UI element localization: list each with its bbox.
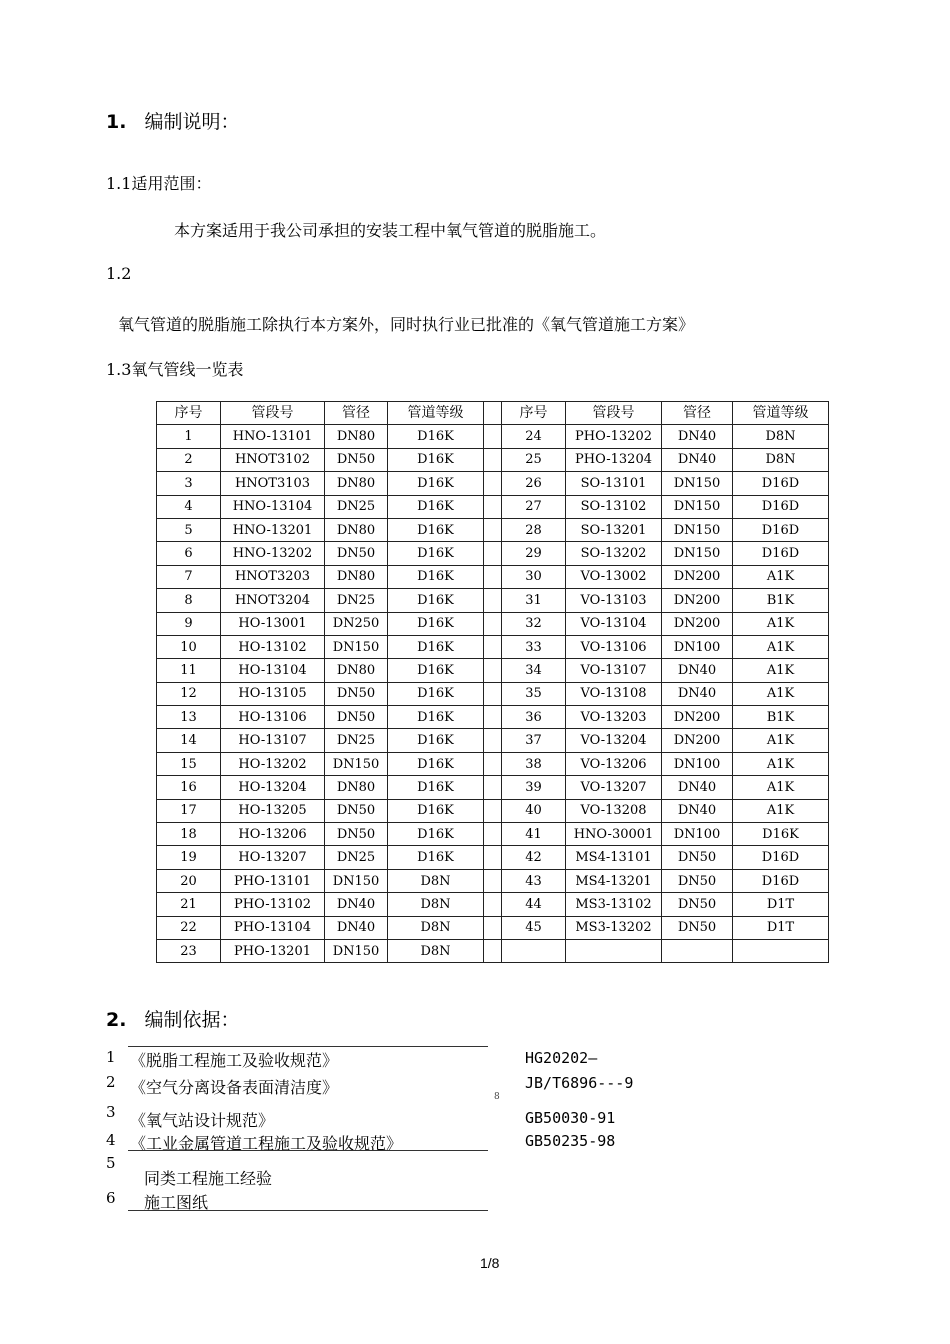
table-row bbox=[157, 589, 829, 612]
table-row bbox=[157, 565, 829, 588]
table-cell: HNOT3204 bbox=[221, 589, 325, 612]
table-cell: DN40 bbox=[325, 893, 388, 916]
table-cell: DN50 bbox=[325, 448, 388, 471]
table-row bbox=[157, 916, 829, 939]
table-cell: VO-13207 bbox=[566, 776, 662, 799]
table-row bbox=[157, 893, 829, 916]
reference-code: GB50030-91 bbox=[525, 1109, 616, 1127]
table-row bbox=[157, 612, 829, 635]
table-row bbox=[157, 846, 829, 869]
table-cell: HO-13106 bbox=[221, 706, 325, 729]
table-cell: HO-13206 bbox=[221, 823, 325, 846]
table-cell: 17 bbox=[157, 799, 221, 822]
table-cell: D16K bbox=[388, 846, 484, 869]
table-cell: PHO-13202 bbox=[566, 425, 662, 448]
table-header-row bbox=[157, 402, 829, 425]
table-cell: HNO-13104 bbox=[221, 495, 325, 518]
table-cell: 37 bbox=[502, 729, 566, 752]
table-cell: DN150 bbox=[662, 542, 733, 565]
table-cell: 45 bbox=[502, 916, 566, 939]
table-cell: 32 bbox=[502, 612, 566, 635]
table-cell: D16K bbox=[388, 799, 484, 822]
section-2-title: 编制依据： bbox=[144, 1009, 240, 1031]
header-cell: 管段号 bbox=[566, 402, 662, 425]
table-cell: B1K bbox=[733, 706, 829, 729]
separator-cell bbox=[484, 823, 502, 846]
table-row bbox=[157, 542, 829, 565]
table-cell: 41 bbox=[502, 823, 566, 846]
table-cell: D8N bbox=[388, 893, 484, 916]
table-cell: D1T bbox=[733, 916, 829, 939]
table-cell: 23 bbox=[157, 939, 221, 962]
table-cell: DN150 bbox=[662, 518, 733, 541]
table-cell: 29 bbox=[502, 542, 566, 565]
section-1-title: 编制说明： bbox=[144, 111, 240, 133]
table-cell: D16K bbox=[388, 706, 484, 729]
table-cell: 31 bbox=[502, 589, 566, 612]
reference-code: JB/T6896---9 bbox=[525, 1074, 634, 1092]
table-cell: D16K bbox=[388, 612, 484, 635]
reference-underline bbox=[128, 1210, 488, 1211]
table-cell: DN100 bbox=[662, 752, 733, 775]
table-cell: DN40 bbox=[325, 916, 388, 939]
table-cell: VO-13104 bbox=[566, 612, 662, 635]
reference-title: 《空气分离设备表面清洁度》 bbox=[130, 1078, 339, 1097]
reference-title: 《氧气站设计规范》 bbox=[130, 1111, 275, 1130]
table-cell: HNO-30001 bbox=[566, 823, 662, 846]
table-cell: 8 bbox=[157, 589, 221, 612]
table-cell bbox=[733, 939, 829, 962]
section-1-number: 1. bbox=[106, 111, 127, 133]
separator-cell bbox=[484, 425, 502, 448]
table-row bbox=[157, 682, 829, 705]
table-row bbox=[157, 495, 829, 518]
table-cell: A1K bbox=[733, 682, 829, 705]
table-cell: DN50 bbox=[325, 799, 388, 822]
table-cell: 2 bbox=[157, 448, 221, 471]
table-cell: D8N bbox=[733, 448, 829, 471]
table-cell: 19 bbox=[157, 846, 221, 869]
subsection-1-3-heading: 1.3氧气管线一览表 bbox=[106, 360, 244, 379]
table-cell: D16K bbox=[388, 472, 484, 495]
table-cell: DN80 bbox=[325, 776, 388, 799]
stray-mark: 8 bbox=[494, 1092, 500, 1102]
table-cell: DN25 bbox=[325, 495, 388, 518]
separator-cell bbox=[484, 682, 502, 705]
separator-cell bbox=[484, 495, 502, 518]
table-cell: DN200 bbox=[662, 612, 733, 635]
table-cell: 12 bbox=[157, 682, 221, 705]
reference-title: 《脱脂工程施工及验收规范》 bbox=[130, 1051, 339, 1070]
table-cell: 28 bbox=[502, 518, 566, 541]
reference-code: GB50235-98 bbox=[525, 1132, 616, 1150]
subsection-1-1-heading: 1.1适用范围： bbox=[106, 174, 212, 193]
table-cell: D16K bbox=[388, 518, 484, 541]
page-number: 1/8 bbox=[480, 1255, 500, 1271]
reference-title: 《工业金属管道工程施工及验收规范》 bbox=[130, 1134, 403, 1153]
section-2-heading bbox=[106, 1005, 239, 1032]
table-cell: PHO-13201 bbox=[221, 939, 325, 962]
table-cell: DN50 bbox=[662, 916, 733, 939]
table-cell: 15 bbox=[157, 752, 221, 775]
table-cell: 21 bbox=[157, 893, 221, 916]
table-cell: DN200 bbox=[662, 565, 733, 588]
separator-cell bbox=[484, 542, 502, 565]
table-cell bbox=[566, 939, 662, 962]
table-cell: DN50 bbox=[662, 869, 733, 892]
table-cell: 20 bbox=[157, 869, 221, 892]
header-cell: 管道等级 bbox=[388, 402, 484, 425]
separator-cell bbox=[484, 659, 502, 682]
subsection-1-1-body: 本方案适用于我公司承担的安装工程中氧气管道的脱脂施工。 bbox=[174, 221, 607, 240]
table-cell: HNO-13101 bbox=[221, 425, 325, 448]
section-2-number: 2. bbox=[106, 1009, 127, 1031]
table-row bbox=[157, 939, 829, 962]
table-cell: HNO-13202 bbox=[221, 542, 325, 565]
table-cell: A1K bbox=[733, 659, 829, 682]
table-cell: HO-13202 bbox=[221, 752, 325, 775]
table-cell: 5 bbox=[157, 518, 221, 541]
separator-cell bbox=[484, 706, 502, 729]
table-cell: D16K bbox=[388, 635, 484, 658]
table-cell: A1K bbox=[733, 752, 829, 775]
table-cell: 44 bbox=[502, 893, 566, 916]
table-cell: VO-13106 bbox=[566, 635, 662, 658]
separator-cell bbox=[484, 448, 502, 471]
table-cell: 1 bbox=[157, 425, 221, 448]
table-cell: VO-13206 bbox=[566, 752, 662, 775]
reference-number: 2 bbox=[106, 1073, 116, 1091]
reference-underline bbox=[128, 1150, 488, 1151]
table-cell: D8N bbox=[733, 425, 829, 448]
table-cell: 43 bbox=[502, 869, 566, 892]
separator-cell bbox=[484, 612, 502, 635]
separator-cell bbox=[484, 799, 502, 822]
table-cell: 10 bbox=[157, 635, 221, 658]
reference-number: 1 bbox=[106, 1048, 116, 1066]
table-cell: DN25 bbox=[325, 589, 388, 612]
table-cell: D16D bbox=[733, 495, 829, 518]
separator-cell bbox=[484, 635, 502, 658]
table-cell: DN50 bbox=[325, 542, 388, 565]
table-cell: HO-13104 bbox=[221, 659, 325, 682]
table-cell: DN100 bbox=[662, 635, 733, 658]
table-cell: DN50 bbox=[325, 706, 388, 729]
table-cell: PHO-13204 bbox=[566, 448, 662, 471]
reference-number: 5 bbox=[106, 1154, 116, 1172]
table-cell: HO-13001 bbox=[221, 612, 325, 635]
table-cell: DN25 bbox=[325, 729, 388, 752]
table-cell: HO-13207 bbox=[221, 846, 325, 869]
table-cell: DN150 bbox=[325, 752, 388, 775]
table-cell: DN150 bbox=[325, 869, 388, 892]
table-cell: DN50 bbox=[325, 823, 388, 846]
table-cell: SO-13201 bbox=[566, 518, 662, 541]
table-row bbox=[157, 776, 829, 799]
table-cell: D16D bbox=[733, 542, 829, 565]
separator-cell bbox=[484, 916, 502, 939]
table-cell: VO-13103 bbox=[566, 589, 662, 612]
table-cell: DN80 bbox=[325, 518, 388, 541]
table-cell: HNO-13201 bbox=[221, 518, 325, 541]
table-cell: DN40 bbox=[662, 776, 733, 799]
table-cell: 42 bbox=[502, 846, 566, 869]
table-cell: PHO-13104 bbox=[221, 916, 325, 939]
table-cell: VO-13203 bbox=[566, 706, 662, 729]
table-cell: A1K bbox=[733, 612, 829, 635]
table-cell: 11 bbox=[157, 659, 221, 682]
header-cell: 序号 bbox=[502, 402, 566, 425]
reference-title: 施工图纸 bbox=[144, 1193, 209, 1212]
table-cell: 3 bbox=[157, 472, 221, 495]
table-cell: DN50 bbox=[325, 682, 388, 705]
header-cell: 管径 bbox=[325, 402, 388, 425]
table-cell: A1K bbox=[733, 635, 829, 658]
table-cell: 14 bbox=[157, 729, 221, 752]
table-cell: 18 bbox=[157, 823, 221, 846]
table-cell: DN50 bbox=[662, 893, 733, 916]
reference-number: 3 bbox=[106, 1103, 116, 1121]
table-cell: D1T bbox=[733, 893, 829, 916]
table-cell: D16K bbox=[388, 425, 484, 448]
table-cell bbox=[662, 939, 733, 962]
table-cell: HO-13107 bbox=[221, 729, 325, 752]
table-cell: HNOT3203 bbox=[221, 565, 325, 588]
table-cell: DN40 bbox=[662, 448, 733, 471]
table-cell: DN40 bbox=[662, 799, 733, 822]
table-cell: HO-13102 bbox=[221, 635, 325, 658]
table-cell: DN80 bbox=[325, 565, 388, 588]
separator-cell bbox=[484, 472, 502, 495]
table-cell: 38 bbox=[502, 752, 566, 775]
header-cell: 管段号 bbox=[221, 402, 325, 425]
separator-cell bbox=[484, 893, 502, 916]
table-cell: D16K bbox=[388, 448, 484, 471]
table-row bbox=[157, 472, 829, 495]
table-cell: MS4-13101 bbox=[566, 846, 662, 869]
table-cell: VO-13204 bbox=[566, 729, 662, 752]
table-cell: D16K bbox=[388, 659, 484, 682]
table-cell: HO-13105 bbox=[221, 682, 325, 705]
separator-cell bbox=[484, 752, 502, 775]
table-cell: HNOT3103 bbox=[221, 472, 325, 495]
table-cell: DN150 bbox=[325, 939, 388, 962]
table-cell: SO-13101 bbox=[566, 472, 662, 495]
table-cell: DN200 bbox=[662, 729, 733, 752]
table-cell: DN200 bbox=[662, 706, 733, 729]
table-cell: D16D bbox=[733, 518, 829, 541]
table-cell: 35 bbox=[502, 682, 566, 705]
table-cell: D16K bbox=[388, 682, 484, 705]
table-cell: D16K bbox=[388, 776, 484, 799]
table-cell: 24 bbox=[502, 425, 566, 448]
table-cell: MS3-13202 bbox=[566, 916, 662, 939]
table-cell: MS3-13102 bbox=[566, 893, 662, 916]
reference-number: 6 bbox=[106, 1189, 116, 1207]
table-cell: A1K bbox=[733, 729, 829, 752]
reference-underline bbox=[128, 1046, 488, 1047]
table-cell: DN40 bbox=[662, 682, 733, 705]
table-row bbox=[157, 635, 829, 658]
table-cell: DN250 bbox=[325, 612, 388, 635]
table-cell bbox=[502, 939, 566, 962]
table-cell: PHO-13102 bbox=[221, 893, 325, 916]
separator-cell bbox=[484, 565, 502, 588]
reference-code: HG20202— bbox=[525, 1049, 598, 1067]
table-row bbox=[157, 799, 829, 822]
table-cell: DN80 bbox=[325, 659, 388, 682]
header-cell: 管道等级 bbox=[733, 402, 829, 425]
table-cell: VO-13108 bbox=[566, 682, 662, 705]
table-cell: D8N bbox=[388, 869, 484, 892]
table-cell: A1K bbox=[733, 799, 829, 822]
table-cell: VO-13107 bbox=[566, 659, 662, 682]
table-cell: DN25 bbox=[325, 846, 388, 869]
separator-cell bbox=[484, 589, 502, 612]
table-cell: DN200 bbox=[662, 589, 733, 612]
table-cell: DN150 bbox=[662, 472, 733, 495]
table-cell: D16K bbox=[388, 729, 484, 752]
table-cell: VO-13002 bbox=[566, 565, 662, 588]
table-cell: D16K bbox=[388, 495, 484, 518]
table-cell: HO-13204 bbox=[221, 776, 325, 799]
separator-cell bbox=[484, 846, 502, 869]
table-cell: DN100 bbox=[662, 823, 733, 846]
table-cell: A1K bbox=[733, 565, 829, 588]
table-cell: 4 bbox=[157, 495, 221, 518]
table-cell: 36 bbox=[502, 706, 566, 729]
section-1-heading bbox=[106, 107, 239, 134]
table-row bbox=[157, 869, 829, 892]
table-cell: 34 bbox=[502, 659, 566, 682]
table-cell: 7 bbox=[157, 565, 221, 588]
table-row bbox=[157, 729, 829, 752]
table-cell: DN80 bbox=[325, 472, 388, 495]
table-cell: 27 bbox=[502, 495, 566, 518]
table-cell: D16D bbox=[733, 869, 829, 892]
table-row bbox=[157, 823, 829, 846]
table-cell: D16K bbox=[733, 823, 829, 846]
table-cell: DN150 bbox=[325, 635, 388, 658]
table-cell: D16D bbox=[733, 472, 829, 495]
table-cell: SO-13102 bbox=[566, 495, 662, 518]
separator-cell bbox=[484, 869, 502, 892]
header-cell: 管径 bbox=[662, 402, 733, 425]
table-cell: 25 bbox=[502, 448, 566, 471]
table-cell: D16K bbox=[388, 752, 484, 775]
table-cell: B1K bbox=[733, 589, 829, 612]
table-cell: HO-13205 bbox=[221, 799, 325, 822]
table-cell: SO-13202 bbox=[566, 542, 662, 565]
table-cell: 9 bbox=[157, 612, 221, 635]
table-cell: 22 bbox=[157, 916, 221, 939]
reference-number: 4 bbox=[106, 1131, 116, 1149]
table-cell: D16K bbox=[388, 589, 484, 612]
table-cell: HNOT3102 bbox=[221, 448, 325, 471]
table-cell: D8N bbox=[388, 939, 484, 962]
reference-title: 同类工程施工经验 bbox=[144, 1169, 273, 1188]
separator-cell bbox=[484, 776, 502, 799]
table-cell: DN150 bbox=[662, 495, 733, 518]
table-cell: 26 bbox=[502, 472, 566, 495]
table-cell: VO-13208 bbox=[566, 799, 662, 822]
separator-cell bbox=[484, 729, 502, 752]
table-cell: A1K bbox=[733, 776, 829, 799]
table-cell: 16 bbox=[157, 776, 221, 799]
table-cell: PHO-13101 bbox=[221, 869, 325, 892]
table-cell: D16K bbox=[388, 823, 484, 846]
table-cell: MS4-13201 bbox=[566, 869, 662, 892]
table-cell: DN80 bbox=[325, 425, 388, 448]
header-cell: 序号 bbox=[157, 402, 221, 425]
table-row bbox=[157, 448, 829, 471]
table-cell: D16K bbox=[388, 542, 484, 565]
table-row bbox=[157, 706, 829, 729]
table-cell: 6 bbox=[157, 542, 221, 565]
separator-cell bbox=[484, 402, 502, 425]
table-cell: DN50 bbox=[662, 846, 733, 869]
table-row bbox=[157, 425, 829, 448]
table-row bbox=[157, 659, 829, 682]
subsection-1-2-heading: 1.2 bbox=[106, 264, 132, 283]
table-cell: 40 bbox=[502, 799, 566, 822]
table-row bbox=[157, 518, 829, 541]
table-cell: 13 bbox=[157, 706, 221, 729]
oxygen-pipeline-table bbox=[156, 401, 829, 963]
table-row bbox=[157, 752, 829, 775]
table-cell: 39 bbox=[502, 776, 566, 799]
table-cell: D8N bbox=[388, 916, 484, 939]
table-cell: DN40 bbox=[662, 659, 733, 682]
separator-cell bbox=[484, 518, 502, 541]
table-cell: D16K bbox=[388, 565, 484, 588]
table-cell: 33 bbox=[502, 635, 566, 658]
table-cell: D16D bbox=[733, 846, 829, 869]
separator-cell bbox=[484, 939, 502, 962]
table-cell: 30 bbox=[502, 565, 566, 588]
table-cell: DN40 bbox=[662, 425, 733, 448]
subsection-1-2-body: 氧气管道的脱脂施工除执行本方案外，同时执行业已批准的《氧气管道施工方案》 bbox=[118, 315, 695, 334]
